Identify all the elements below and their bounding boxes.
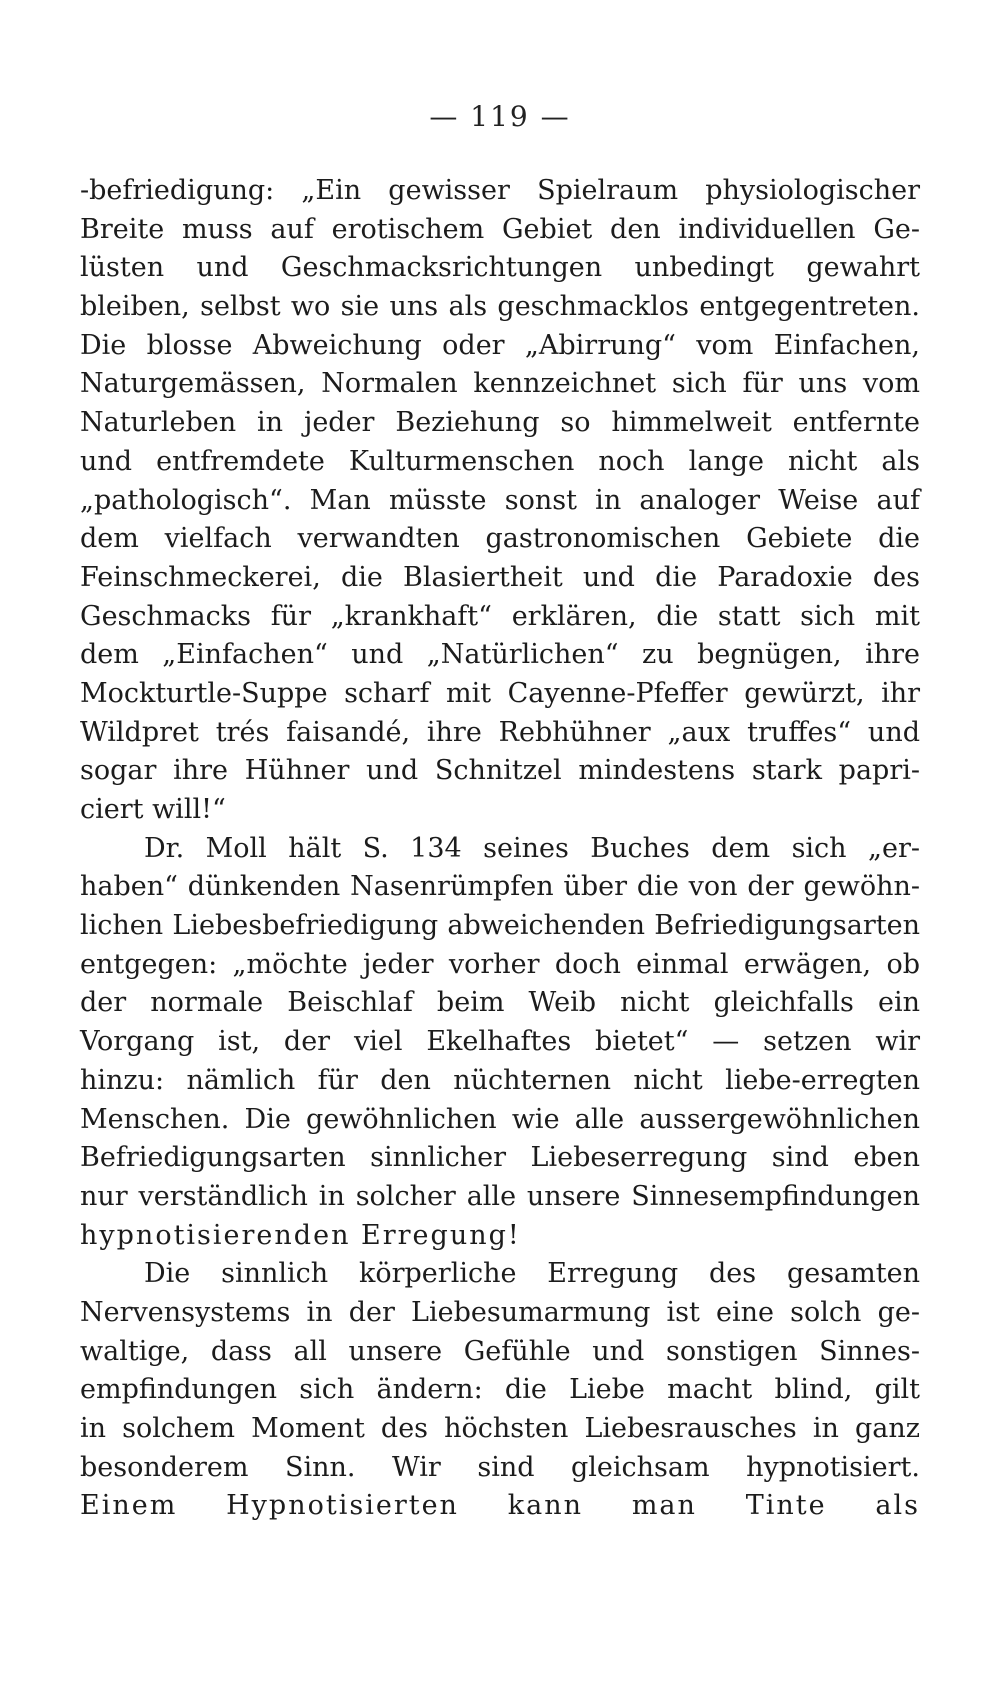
text-line: Die blosse Abweichung oder „Abirrung“ vom Einfachen, xyxy=(80,329,920,361)
text-line: nur verständlich in solcher alle unsere Sinnesempfindungen xyxy=(80,1180,920,1212)
text-line: -befriedigung: „Ein gewisser Spielraum physiologischer xyxy=(80,175,920,206)
text-line: lüsten und Geschmacksrichtungen unbedingt gewahrt xyxy=(80,252,920,284)
text-line: Nervensystems in der Liebesumarmung ist eine solch ge- xyxy=(80,1296,920,1328)
text-line: Breite muss auf erotischem Gebiet den individuellen Ge- xyxy=(80,213,920,245)
text-line: lichen Liebesbefriedigung abweichenden Befriedigungsarten xyxy=(80,910,920,942)
text-line: und entfremdete Kulturmenschen noch lange nicht als xyxy=(80,445,920,477)
text-line: Menschen. Die gewöhnlichen wie alle aussergewöhnlichen xyxy=(80,1103,920,1135)
text-line: Einem Hypnotisierten kann man Tinte als xyxy=(80,1490,920,1522)
text-line: entgegen: „möchte jeder vorher doch einmal erwägen, ob xyxy=(80,948,920,980)
text-line: Die sinnlich körperliche Erregung des gesamten xyxy=(144,1258,920,1290)
text-line: ciert will!“ xyxy=(80,794,226,825)
text-line: Mockturtle-Suppe scharf mit Cayenne-Pfeffer gewürzt, ihr xyxy=(80,677,920,709)
page-number: — 119 — xyxy=(429,100,571,133)
text-line: besonderem Sinn. Wir sind gleichsam hypnotisiert. xyxy=(80,1451,920,1483)
text-line: Naturleben in jeder Beziehung so himmelweit entfernte xyxy=(80,407,920,439)
text-line: Befriedigungsarten sinnlicher Liebeserregung sind eben xyxy=(80,1142,920,1174)
body-text xyxy=(80,172,920,1526)
text-line: der normale Beischlaf beim Weib nicht gleichfalls ein xyxy=(80,987,920,1019)
text-line: bleiben, selbst wo sie uns als geschmacklos entgegentreten. xyxy=(80,291,920,323)
text-line: Vorgang ist, der viel Ekelhaftes bietet“ — setzen wir xyxy=(80,1026,920,1058)
text-line: waltige, dass all unsere Gefühle und sonstigen Sinnes- xyxy=(80,1335,920,1367)
text-line: dem vielfach verwandten gastronomischen Gebiete die xyxy=(80,523,920,555)
text-line: dem „Einfachen“ und „Natürlichen“ zu begnügen, ihre xyxy=(80,639,920,671)
text-line: sogar ihre Hühner und Schnitzel mindestens stark papri- xyxy=(80,755,920,787)
text-line: hinzu: nämlich für den nüchternen nicht liebe-erregten xyxy=(80,1064,920,1096)
text-line: Feinschmeckerei, die Blasiertheit und die Paradoxie des xyxy=(80,561,920,593)
text-line: Dr. Moll hält S. 134 seines Buches dem sich „er- xyxy=(144,832,920,864)
text-line: Naturgemässen, Normalen kennzeichnet sich für uns vom xyxy=(80,368,920,400)
text-line: in solchem Moment des höchsten Liebesrausches in ganz xyxy=(80,1413,920,1444)
text-line: haben“ dünkenden Nasenrümpfen über die von der gewöhn- xyxy=(80,871,920,903)
text-line: hypnotisierenden Erregung! xyxy=(80,1219,521,1251)
text-line: empfindungen sich ändern: die Liebe macht blind, gilt xyxy=(80,1374,920,1406)
text-line: „pathologisch“. Man müsste sonst in analoger Weise auf xyxy=(80,484,920,516)
text-line: Geschmacks für „krankhaft“ erklären, die statt sich mit xyxy=(80,600,920,632)
text-line: Wildpret trés faisandé, ihre Rebhühner „aux truffes“ und xyxy=(80,716,920,748)
